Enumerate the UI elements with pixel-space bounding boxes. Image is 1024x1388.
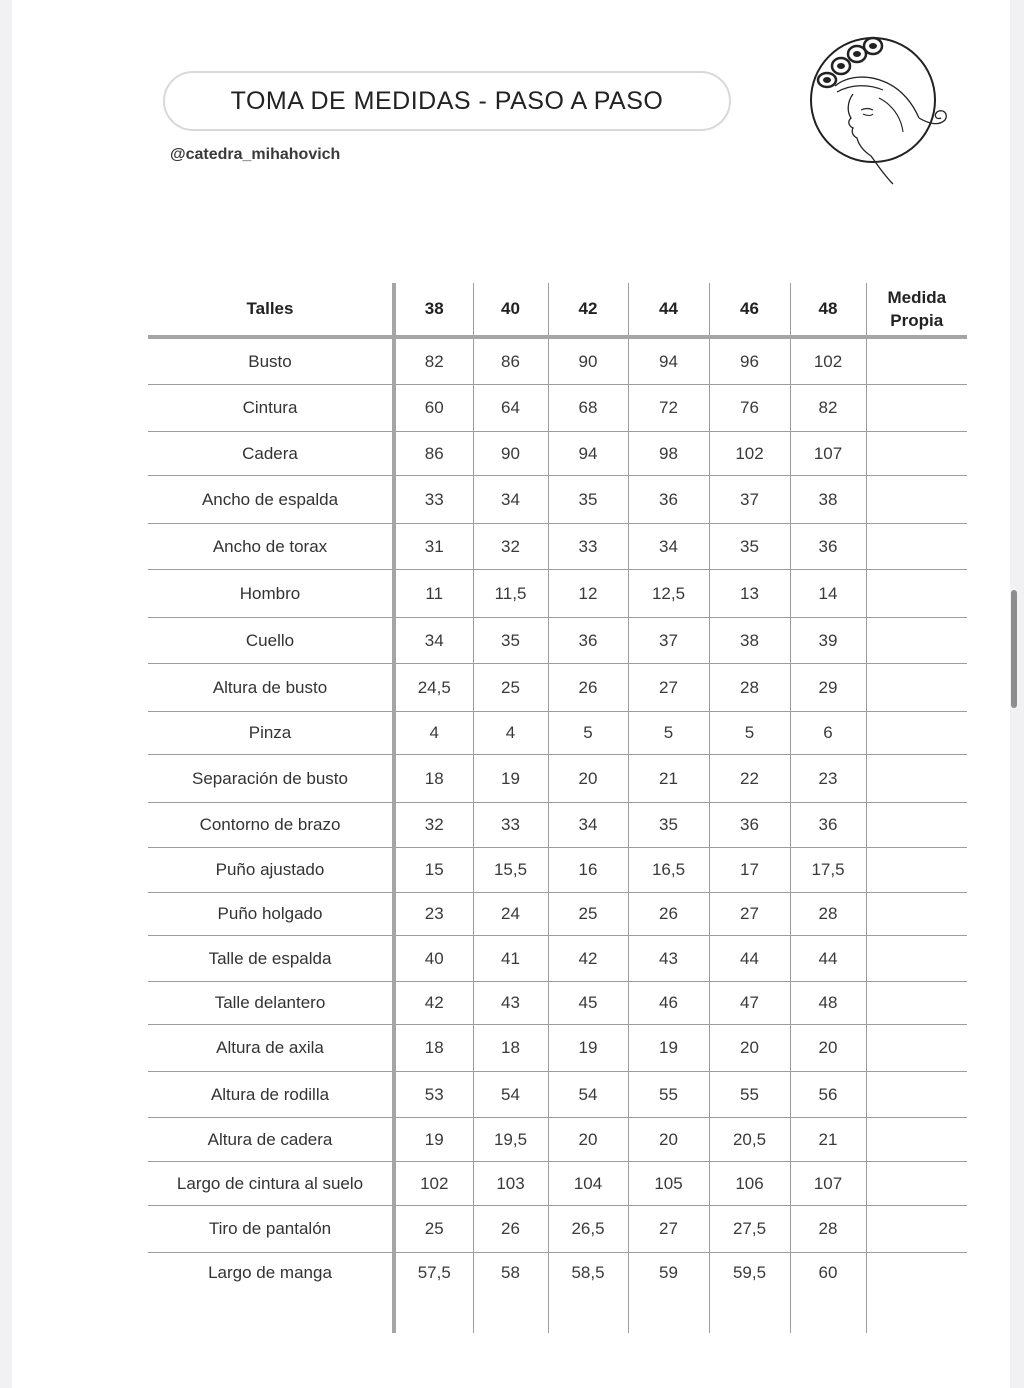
size-value-cell: 59 xyxy=(628,1253,709,1334)
brand-logo-icon xyxy=(807,28,957,188)
size-value-cell: 107 xyxy=(790,1162,866,1206)
table-row xyxy=(148,1162,967,1206)
measure-label: Pinza xyxy=(148,712,394,755)
table-row xyxy=(148,476,967,524)
size-value-cell: 19,5 xyxy=(473,1118,548,1162)
size-value-cell: 38 xyxy=(790,476,866,524)
size-value-cell: 48 xyxy=(790,982,866,1025)
own-measure-cell xyxy=(866,1118,967,1162)
size-value-cell: 34 xyxy=(473,476,548,524)
size-value-cell: 18 xyxy=(394,1025,473,1072)
size-value-cell: 20 xyxy=(548,755,628,803)
size-value-cell: 103 xyxy=(473,1162,548,1206)
table-row xyxy=(148,755,967,803)
measure-label: Busto xyxy=(148,337,394,385)
measure-label: Altura de busto xyxy=(148,664,394,712)
own-measure-cell xyxy=(866,618,967,664)
size-value-cell: 33 xyxy=(548,524,628,570)
size-value-cell: 28 xyxy=(790,893,866,936)
measure-label: Cintura xyxy=(148,385,394,432)
size-value-cell: 35 xyxy=(548,476,628,524)
size-value-cell: 106 xyxy=(709,1162,790,1206)
size-value-cell: 36 xyxy=(790,803,866,848)
size-value-cell: 27,5 xyxy=(709,1206,790,1253)
size-value-cell: 35 xyxy=(628,803,709,848)
size-value-cell: 55 xyxy=(709,1072,790,1118)
size-value-cell: 19 xyxy=(548,1025,628,1072)
size-value-cell: 72 xyxy=(628,385,709,432)
size-value-cell: 29 xyxy=(790,664,866,712)
size-value-cell: 12 xyxy=(548,570,628,618)
table-row xyxy=(148,1253,967,1334)
table-row xyxy=(148,893,967,936)
size-value-cell: 20 xyxy=(628,1118,709,1162)
size-value-cell: 56 xyxy=(790,1072,866,1118)
measure-label: Altura de rodilla xyxy=(148,1072,394,1118)
table-row xyxy=(148,1025,967,1072)
size-value-cell: 58,5 xyxy=(548,1253,628,1334)
size-value-cell: 54 xyxy=(473,1072,548,1118)
measure-label: Altura de cadera xyxy=(148,1118,394,1162)
measure-label: Separación de busto xyxy=(148,755,394,803)
table-row xyxy=(148,664,967,712)
column-header: 48 xyxy=(790,283,866,337)
own-measure-cell xyxy=(866,1162,967,1206)
own-measure-cell xyxy=(866,1025,967,1072)
size-value-cell: 40 xyxy=(394,936,473,982)
size-value-cell: 32 xyxy=(473,524,548,570)
size-value-cell: 6 xyxy=(790,712,866,755)
size-value-cell: 24,5 xyxy=(394,664,473,712)
size-value-cell: 27 xyxy=(628,664,709,712)
size-value-cell: 60 xyxy=(394,385,473,432)
measure-label: Contorno de brazo xyxy=(148,803,394,848)
size-value-cell: 46 xyxy=(628,982,709,1025)
size-value-cell: 32 xyxy=(394,803,473,848)
size-value-cell: 17 xyxy=(709,848,790,893)
size-value-cell: 90 xyxy=(548,337,628,385)
table-row xyxy=(148,848,967,893)
measure-label: Cadera xyxy=(148,432,394,476)
measure-label: Ancho de espalda xyxy=(148,476,394,524)
size-value-cell: 76 xyxy=(709,385,790,432)
table-row xyxy=(148,982,967,1025)
size-value-cell: 42 xyxy=(548,936,628,982)
size-value-cell: 105 xyxy=(628,1162,709,1206)
size-value-cell: 86 xyxy=(473,337,548,385)
size-value-cell: 94 xyxy=(548,432,628,476)
measure-label: Talle delantero xyxy=(148,982,394,1025)
size-value-cell: 68 xyxy=(548,385,628,432)
size-value-cell: 25 xyxy=(473,664,548,712)
size-value-cell: 47 xyxy=(709,982,790,1025)
table-row xyxy=(148,1118,967,1162)
scrollbar[interactable] xyxy=(1011,590,1017,708)
measure-label: Hombro xyxy=(148,570,394,618)
size-value-cell: 20,5 xyxy=(709,1118,790,1162)
size-value-cell: 36 xyxy=(709,803,790,848)
size-value-cell: 54 xyxy=(548,1072,628,1118)
size-value-cell: 86 xyxy=(394,432,473,476)
size-value-cell: 24 xyxy=(473,893,548,936)
own-measure-cell xyxy=(866,476,967,524)
size-value-cell: 82 xyxy=(790,385,866,432)
size-value-cell: 60 xyxy=(790,1253,866,1334)
size-value-cell: 58 xyxy=(473,1253,548,1334)
size-value-cell: 14 xyxy=(790,570,866,618)
own-measure-cell xyxy=(866,848,967,893)
column-header: 46 xyxy=(709,283,790,337)
own-measure-cell xyxy=(866,803,967,848)
table-row xyxy=(148,712,967,755)
table-row xyxy=(148,570,967,618)
size-value-cell: 82 xyxy=(394,337,473,385)
size-value-cell: 57,5 xyxy=(394,1253,473,1334)
own-measure-cell xyxy=(866,432,967,476)
size-value-cell: 4 xyxy=(473,712,548,755)
size-value-cell: 19 xyxy=(394,1118,473,1162)
size-value-cell: 98 xyxy=(628,432,709,476)
size-value-cell: 33 xyxy=(473,803,548,848)
size-value-cell: 34 xyxy=(628,524,709,570)
size-value-cell: 107 xyxy=(790,432,866,476)
size-value-cell: 34 xyxy=(394,618,473,664)
measure-label: Altura de axila xyxy=(148,1025,394,1072)
size-value-cell: 19 xyxy=(628,1025,709,1072)
size-value-cell: 35 xyxy=(473,618,548,664)
column-header: Talles xyxy=(246,299,294,318)
own-measure-cell xyxy=(866,755,967,803)
size-value-cell: 55 xyxy=(628,1072,709,1118)
size-value-cell: 104 xyxy=(548,1162,628,1206)
size-value-cell: 23 xyxy=(394,893,473,936)
size-value-cell: 20 xyxy=(548,1118,628,1162)
own-measure-cell xyxy=(866,893,967,936)
own-measure-cell xyxy=(866,337,967,385)
size-value-cell: 23 xyxy=(790,755,866,803)
size-value-cell: 25 xyxy=(548,893,628,936)
size-value-cell: 5 xyxy=(628,712,709,755)
size-value-cell: 26 xyxy=(548,664,628,712)
size-value-cell: 43 xyxy=(473,982,548,1025)
size-value-cell: 36 xyxy=(628,476,709,524)
size-value-cell: 38 xyxy=(709,618,790,664)
table-row xyxy=(148,337,967,385)
size-value-cell: 17,5 xyxy=(790,848,866,893)
own-measure-cell xyxy=(866,664,967,712)
table-row xyxy=(148,1206,967,1253)
column-header: 42 xyxy=(548,283,628,337)
table-row xyxy=(148,618,967,664)
size-value-cell: 18 xyxy=(473,1025,548,1072)
size-value-cell: 37 xyxy=(628,618,709,664)
size-value-cell: 36 xyxy=(548,618,628,664)
own-measure-cell xyxy=(866,385,967,432)
table-row xyxy=(148,1072,967,1118)
size-value-cell: 44 xyxy=(790,936,866,982)
author-handle: @catedra_mihahovich xyxy=(170,146,341,163)
measure-label: Talle de espalda xyxy=(148,936,394,982)
measure-label: Ancho de torax xyxy=(148,524,394,570)
size-value-cell: 34 xyxy=(548,803,628,848)
column-header: 40 xyxy=(473,283,548,337)
column-header: 44 xyxy=(628,283,709,337)
size-value-cell: 21 xyxy=(628,755,709,803)
size-value-cell: 33 xyxy=(394,476,473,524)
page-title: TOMA DE MEDIDAS - PASO A PASO xyxy=(163,71,731,131)
own-measure-cell xyxy=(866,570,967,618)
measure-label: Puño ajustado xyxy=(148,848,394,893)
size-value-cell: 16,5 xyxy=(628,848,709,893)
size-value-cell: 18 xyxy=(394,755,473,803)
size-value-cell: 13 xyxy=(709,570,790,618)
size-value-cell: 94 xyxy=(628,337,709,385)
own-measure-cell xyxy=(866,936,967,982)
document-page xyxy=(12,0,1010,1388)
table-row xyxy=(148,385,967,432)
size-value-cell: 28 xyxy=(709,664,790,712)
size-value-cell: 27 xyxy=(628,1206,709,1253)
size-value-cell: 15 xyxy=(394,848,473,893)
size-value-cell: 102 xyxy=(709,432,790,476)
size-value-cell: 21 xyxy=(790,1118,866,1162)
size-value-cell: 11,5 xyxy=(473,570,548,618)
size-value-cell: 37 xyxy=(709,476,790,524)
size-value-cell: 26,5 xyxy=(548,1206,628,1253)
size-value-cell: 25 xyxy=(394,1206,473,1253)
size-value-cell: 28 xyxy=(790,1206,866,1253)
size-value-cell: 102 xyxy=(394,1162,473,1206)
size-value-cell: 16 xyxy=(548,848,628,893)
size-value-cell: 39 xyxy=(790,618,866,664)
size-value-cell: 31 xyxy=(394,524,473,570)
size-value-cell: 44 xyxy=(709,936,790,982)
own-measure-cell xyxy=(866,524,967,570)
size-value-cell: 15,5 xyxy=(473,848,548,893)
size-value-cell: 26 xyxy=(628,893,709,936)
own-measure-cell xyxy=(866,1206,967,1253)
size-value-cell: 41 xyxy=(473,936,548,982)
own-measure-cell xyxy=(866,982,967,1025)
size-value-cell: 59,5 xyxy=(709,1253,790,1334)
measure-label: Largo de cintura al suelo xyxy=(148,1162,394,1206)
size-value-cell: 26 xyxy=(473,1206,548,1253)
measure-label: Puño holgado xyxy=(148,893,394,936)
size-value-cell: 42 xyxy=(394,982,473,1025)
table-row xyxy=(148,936,967,982)
size-value-cell: 43 xyxy=(628,936,709,982)
size-value-cell: 96 xyxy=(709,337,790,385)
size-value-cell: 5 xyxy=(548,712,628,755)
own-measure-cell xyxy=(866,1072,967,1118)
size-value-cell: 102 xyxy=(790,337,866,385)
size-value-cell: 90 xyxy=(473,432,548,476)
own-measure-cell xyxy=(866,1253,967,1334)
size-chart-table xyxy=(148,283,967,1333)
size-value-cell: 53 xyxy=(394,1072,473,1118)
size-value-cell: 19 xyxy=(473,755,548,803)
size-value-cell: 35 xyxy=(709,524,790,570)
measure-label: Tiro de pantalón xyxy=(148,1206,394,1253)
column-header: Medida Propia xyxy=(866,283,967,337)
size-value-cell: 12,5 xyxy=(628,570,709,618)
measure-label: Cuello xyxy=(148,618,394,664)
size-value-cell: 22 xyxy=(709,755,790,803)
size-value-cell: 45 xyxy=(548,982,628,1025)
size-value-cell: 64 xyxy=(473,385,548,432)
table-row xyxy=(148,524,967,570)
size-value-cell: 4 xyxy=(394,712,473,755)
size-value-cell: 27 xyxy=(709,893,790,936)
measure-label: Largo de manga xyxy=(208,1263,332,1282)
size-value-cell: 11 xyxy=(394,570,473,618)
size-value-cell: 5 xyxy=(709,712,790,755)
size-value-cell: 36 xyxy=(790,524,866,570)
table-row xyxy=(148,803,967,848)
size-value-cell: 20 xyxy=(790,1025,866,1072)
table-header-row xyxy=(148,283,967,337)
own-measure-cell xyxy=(866,712,967,755)
size-value-cell: 20 xyxy=(709,1025,790,1072)
column-header: 38 xyxy=(394,283,473,337)
table-row xyxy=(148,432,967,476)
